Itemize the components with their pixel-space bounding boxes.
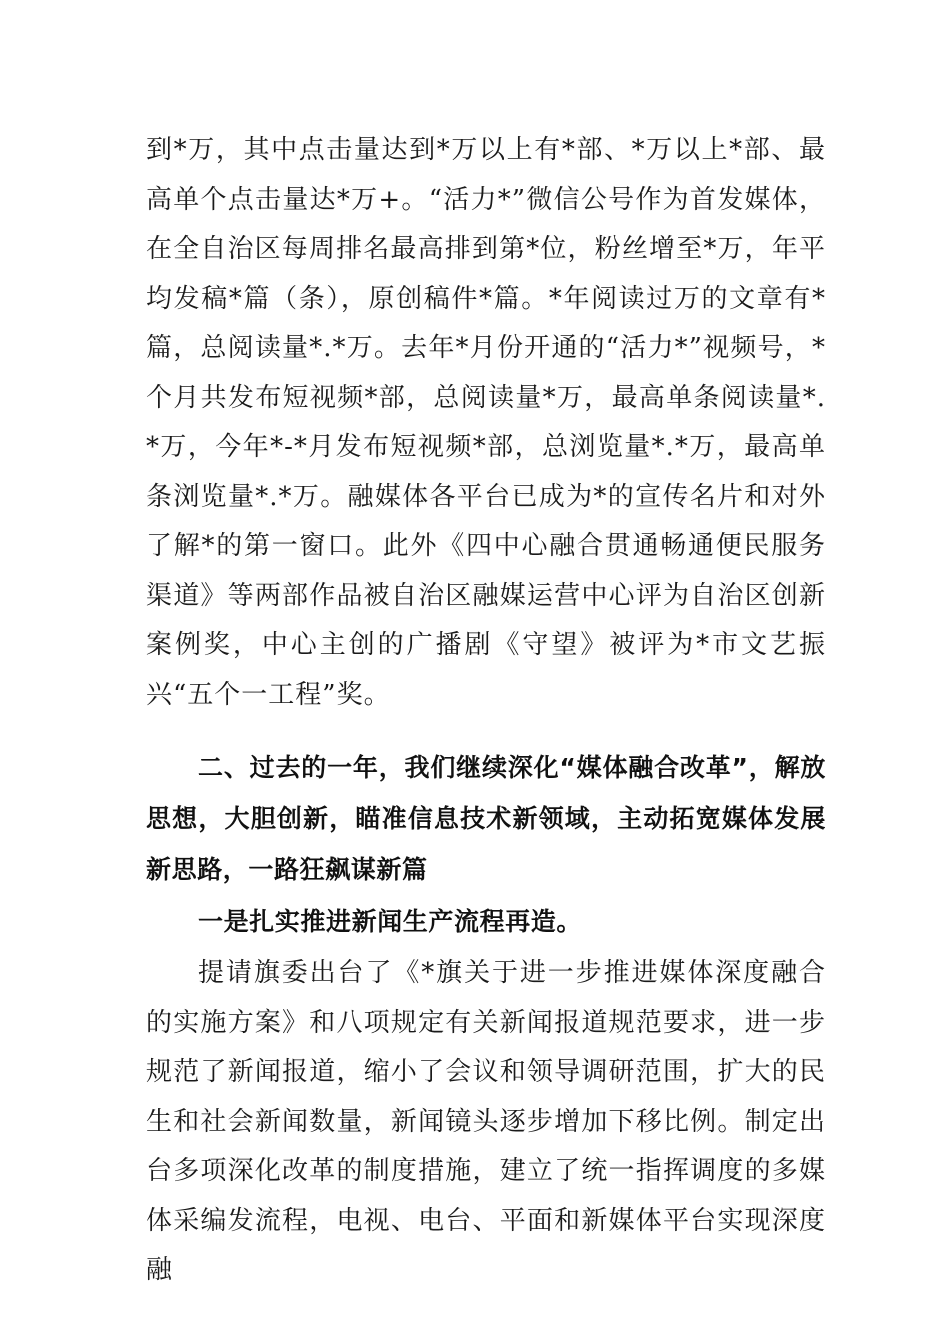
section-heading-2: 二、过去的一年，我们继续深化“媒体融合改革”，解放思想，大胆创新，瞄准信息技术新领域，主动拓宽媒体发展新思路，一路狂飙谋新篇 [146, 753, 826, 884]
document-body [146, 126, 826, 1296]
subsection-heading-1: 一是扎实推进新闻生产流程再造。 [198, 907, 583, 936]
body-paragraph-2: 提请旗委出台了《*旗关于进一步推进媒体深度融合的实施方案》和八项规定有关新闻报道规范要求，进一步规范了新闻报道，缩小了会议和领导调研范围，扩大的民生和社会新闻数量，新闻镜头逐步增加下移比例。制定出台多项深化改革的制度措施，建立了统一指挥调度的多媒体采编发流程，电视、电台、平面和新媒体平台实现深度融 [146, 958, 826, 1285]
body-paragraph-continuation: 到*万，其中点击量达到*万以上有*部、*万以上*部、最高单个点击量达*万+。“活力*”微信公号作为首发媒体，在全自治区每周排名最高排到第*位，粉丝增至*万，年平均发稿*篇（条），原创稿件*篇。*年阅读过万的文章有*篇，总阅读量*.*万。去年*月份开通的“活力*”视频号，*个月共发布短视频*部，总阅读量*万，最高单条阅读量*.*万，今年*-*月发布短视频*部，总浏览量*.*万，最高单条浏览量*.*万。融媒体各平台已成为*的宣传名片和对外了解*的第一窗口。此外《四中心融合贯通畅通便民服务渠道》等两部作品被自治区融媒运营中心评为自治区创新案例奖，中心主创的广播剧《守望》被评为*市文艺振兴“五个一工程”奖。 [146, 135, 826, 710]
